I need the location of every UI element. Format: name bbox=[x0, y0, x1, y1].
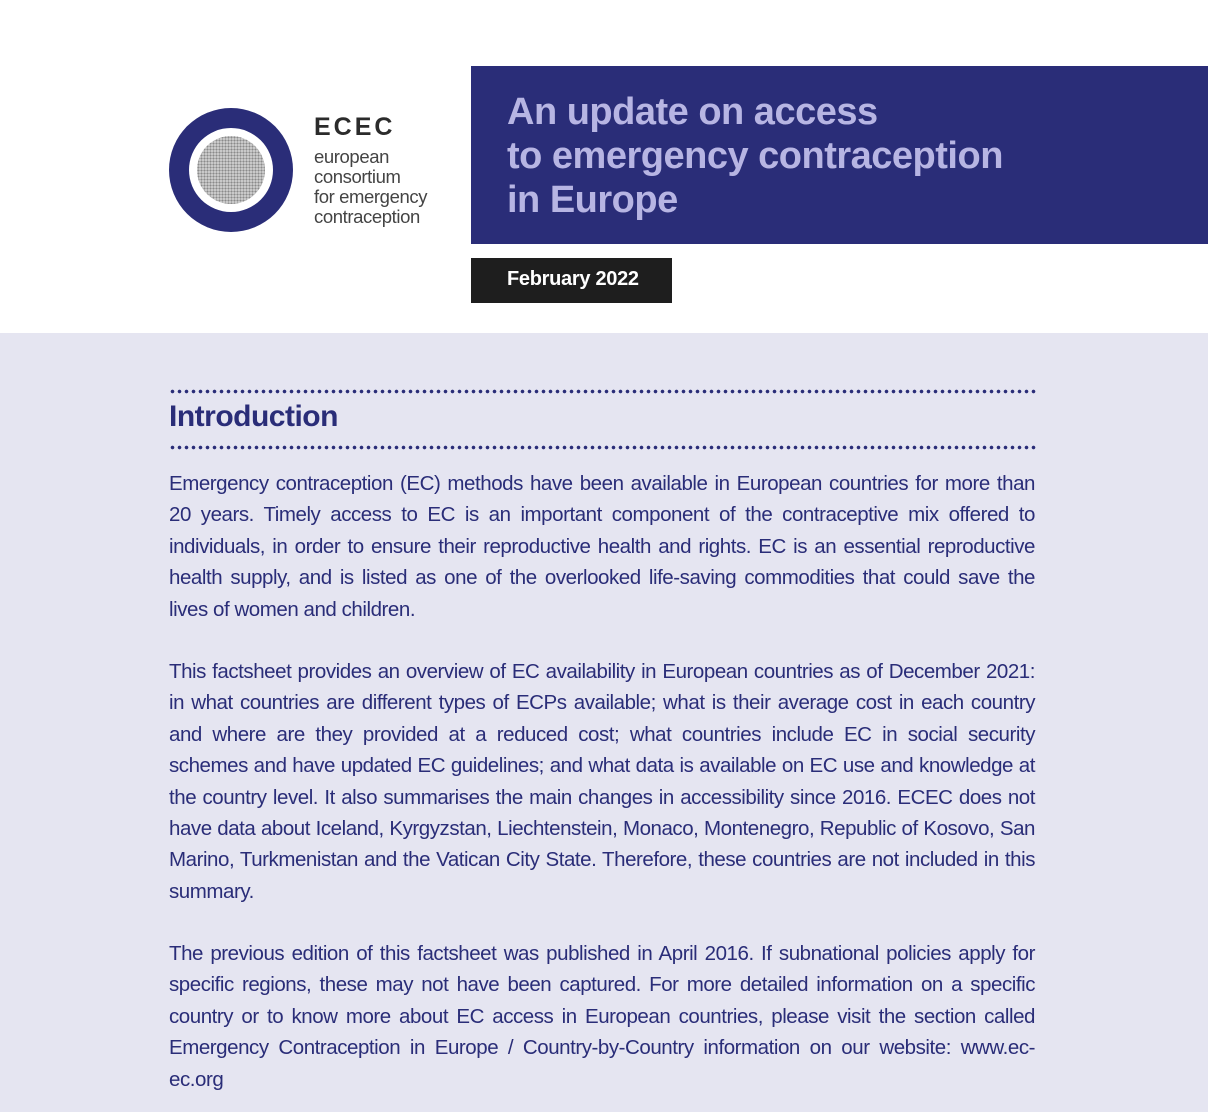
title-line-1: An update on access bbox=[507, 91, 878, 133]
paragraph-1: Emergency contraception (EC) methods have been available in European countries for more than 20 years. Timely access to EC is an important component of the contraceptive mix offered to individuals, in order to ensure their reproductive health and rights. EC is an essential reproductive health supply, and is listed as one of the overlooked life-saving commodities that could save the lives of women and children. bbox=[169, 472, 1035, 621]
paragraph-2: This factsheet provides an overview of EC availability in European countries as of December 2021: in what countries are different types of ECPs available; what is their average cost in each country and where are they provided at a reduced cost; what countries include EC in social security schemes and have updated EC guidelines; and what data is available on EC use and knowledge at the country level. It also summarises the main changes in accessibility since 2016. ECEC does not have data about Iceland, Kyrgyzstan, Liechtenstein, Monaco, Montenegro, Republic of Kosovo, San Marino, Turkmenistan and the Vatican City State. Therefore, these countries are not included in this summary. bbox=[169, 660, 1035, 903]
header bbox=[0, 0, 1208, 333]
paragraph-3: The previous edition of this factsheet was published in April 2016. If subnational policies apply for specific regions, these may not have been captured. For more detailed information on a specific country or to know more about EC access in European countries, please visit the section called Emergency Contraception in Europe / Country-by-Country information on our website: www.ec-ec.org bbox=[169, 942, 1035, 1091]
title-line-2: to emergency contraception bbox=[507, 135, 1003, 177]
ecec-logo-icon bbox=[169, 108, 293, 232]
date-label: February 2022 bbox=[507, 268, 639, 290]
logo-acronym: ECEC bbox=[314, 113, 396, 141]
title-line-3: in Europe bbox=[507, 179, 678, 221]
section-title: Introduction bbox=[169, 400, 338, 433]
title-band bbox=[471, 66, 1208, 244]
date-badge bbox=[471, 258, 672, 303]
logo-line-4: contraception bbox=[314, 206, 420, 227]
dotted-divider-top bbox=[169, 389, 1036, 394]
logo-line-1: european bbox=[314, 146, 389, 167]
logo-line-3: for emergency bbox=[314, 186, 428, 207]
logo-line-2: consortium bbox=[314, 166, 401, 187]
introduction-section bbox=[0, 333, 1208, 1112]
dotted-divider-bottom bbox=[169, 445, 1036, 450]
